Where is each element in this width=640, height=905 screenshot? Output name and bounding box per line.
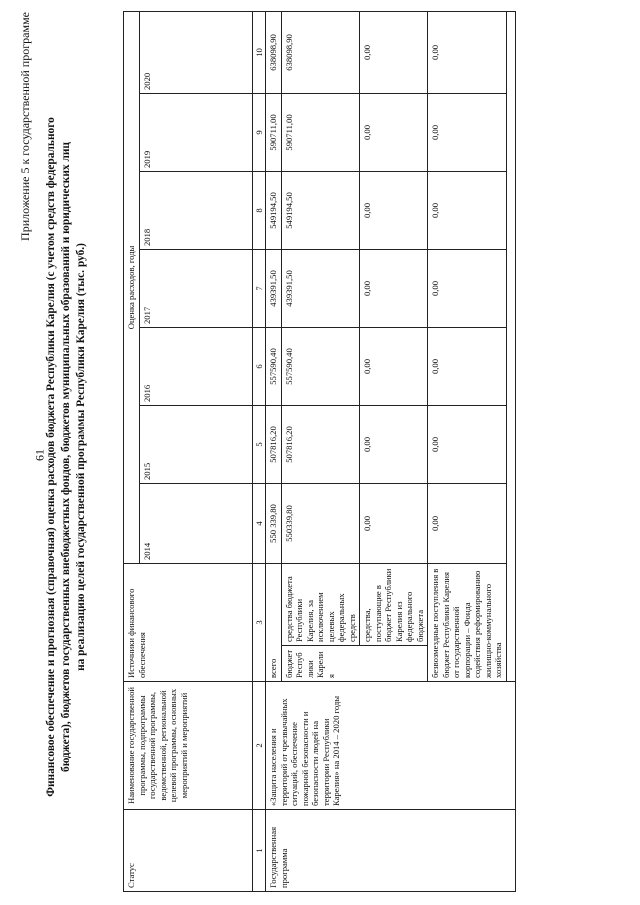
value-cell: 557590,40	[281, 327, 360, 405]
value-cell: 0,00	[360, 405, 428, 483]
title-line-1: Финансовое обеспечение и прогнозная (справочная) оценка расходов бюджета Республики Карелия (с учетом средств федерального	[45, 117, 57, 797]
column-number-row	[252, 11, 266, 891]
value-cell: 549194,50	[281, 171, 360, 249]
value-cell: 590711,00	[281, 93, 360, 171]
budget-label: бюджет Республики Карелия	[281, 646, 428, 682]
value-cell: 550339,80	[281, 483, 360, 563]
value-cell: 0,00	[360, 171, 428, 249]
value-cell: 0,00	[360, 483, 428, 563]
appendix-note: Приложение 5 к государственной программе	[18, 12, 32, 241]
source-label: средства, поступающие в бюджет Республики Карелия из федерального бюджета	[360, 563, 428, 645]
value-cell: 0,00	[360, 93, 428, 171]
year-header: 2016	[139, 327, 252, 405]
header-source: Источники финансового обеспечения	[124, 563, 253, 681]
table-row-total	[266, 11, 282, 891]
column-number: 2	[252, 682, 266, 810]
value-cell: 507816,20	[281, 405, 360, 483]
column-number: 1	[252, 810, 266, 892]
total-label: всего	[266, 563, 282, 681]
financing-table	[123, 11, 516, 892]
source-label: безвозмездные поступления в бюджет Республики Карелия от государственной корпорации – Фонда содействия реформированию жилищно-коммунального хозяйства	[428, 563, 507, 681]
title-line-2: бюджета), бюджетов государственных внебюджетных фондов, бюджетов муниципальных образований и юридических лиц	[60, 142, 72, 772]
value-cell: 0,00	[360, 249, 428, 327]
year-header: 2019	[139, 93, 252, 171]
value-cell: 0,00	[428, 171, 507, 249]
value-cell: 0,00	[360, 11, 428, 93]
year-header: 2014	[139, 483, 252, 563]
program-name: «Защита населения и территорий от чрезвычайных ситуаций, обеспечение пожарной безопасности и безопасности людей на территории Республики Карелия» на 2014 – 2020 годы	[266, 682, 516, 810]
rotated-page	[18, 12, 638, 892]
value-cell: 0,00	[428, 249, 507, 327]
value-cell: 0,00	[428, 327, 507, 405]
year-header: 2018	[139, 171, 252, 249]
value-cell: 439391,50	[281, 249, 360, 327]
source-label: средства бюджета Республики Карелия, за исключением целевых федеральных средств	[281, 563, 360, 645]
value-cell: 638098,90	[281, 11, 360, 93]
program-status: Государственная программа	[266, 810, 516, 892]
value-cell: 638098,90	[266, 11, 282, 93]
column-number: 5	[252, 405, 266, 483]
value-cell: 590711,00	[266, 93, 282, 171]
header-status: Статус	[124, 810, 253, 892]
title-line-3: на реализацию целей государственной программы Республики Карелия (тыс. руб.)	[75, 243, 87, 671]
value-cell: 0,00	[428, 483, 507, 563]
value-cell: 0,00	[360, 327, 428, 405]
year-header: 2015	[139, 405, 252, 483]
value-cell: 557590,40	[266, 327, 282, 405]
empty-cell	[506, 11, 515, 681]
value-cell: 0,00	[428, 93, 507, 171]
column-number: 4	[252, 483, 266, 563]
value-cell: 0,00	[428, 405, 507, 483]
header-name: Наименование государственной программы, подпрограммы государственной программы, ведомственной, региональной целевой программы, основных мероприятий и мероприятий	[124, 682, 253, 810]
column-number: 6	[252, 327, 266, 405]
column-number: 7	[252, 249, 266, 327]
year-header: 2017	[139, 249, 252, 327]
value-cell: 439391,50	[266, 249, 282, 327]
column-number: 8	[252, 171, 266, 249]
document-title	[44, 42, 89, 872]
value-cell: 0,00	[428, 11, 507, 93]
column-number: 3	[252, 563, 266, 681]
year-header: 2020	[139, 11, 252, 93]
header-estimate: Оценка расходов, годы	[124, 11, 140, 563]
column-number: 10	[252, 11, 266, 93]
value-cell: 550 339,80	[266, 483, 282, 563]
value-cell: 549194,50	[266, 171, 282, 249]
column-number: 9	[252, 93, 266, 171]
value-cell: 507816,20	[266, 405, 282, 483]
header-row-1	[124, 11, 140, 891]
page-number: 61	[32, 449, 47, 461]
